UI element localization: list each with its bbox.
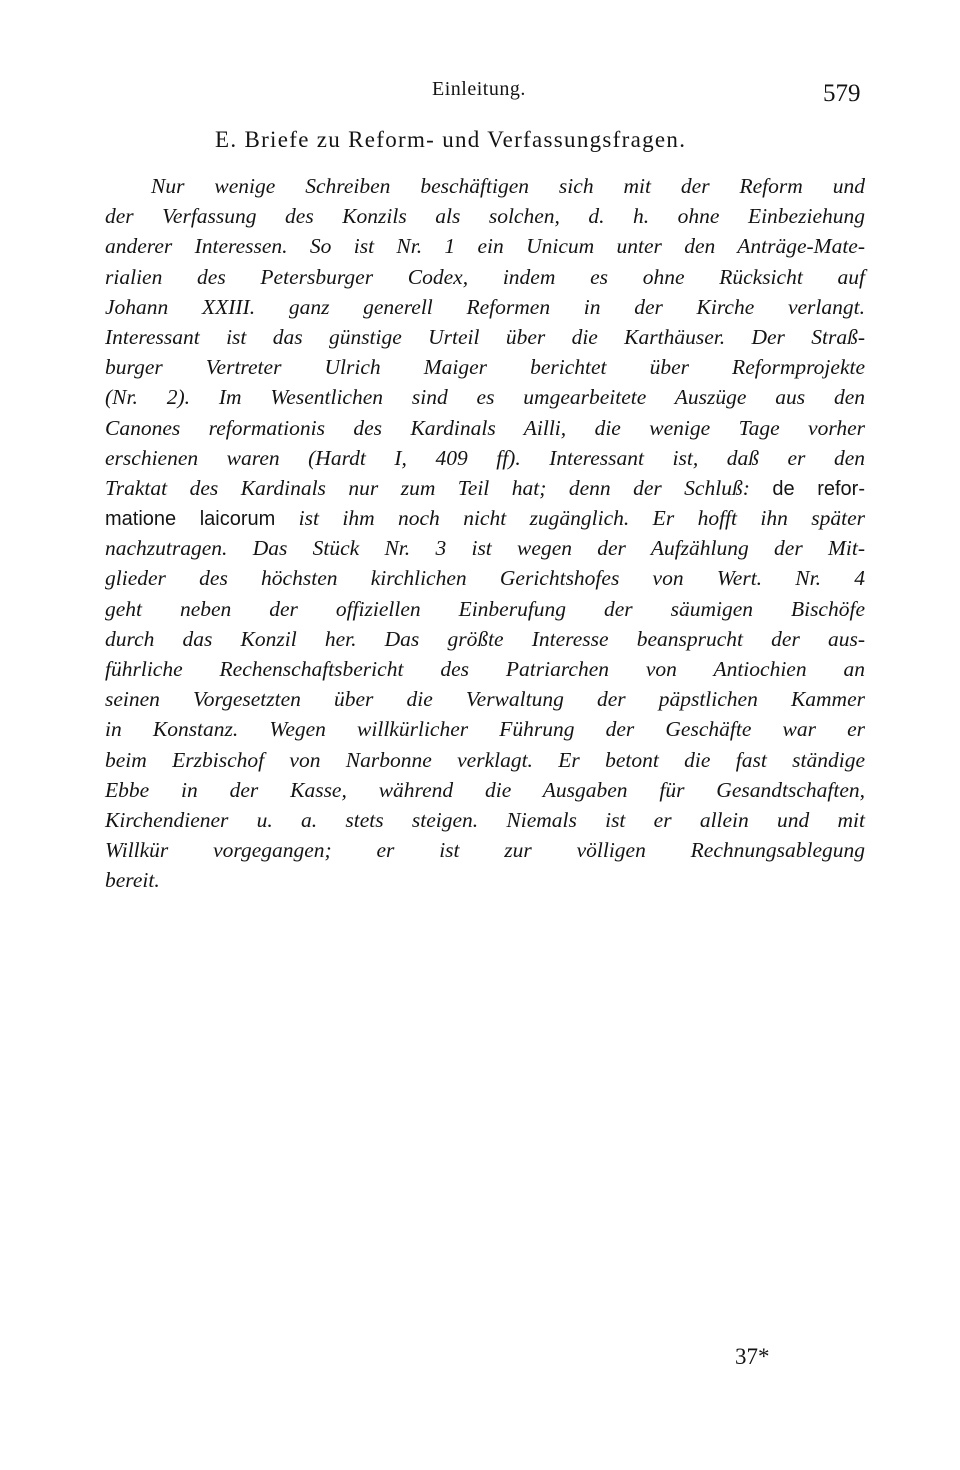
text-line: mationе laicorum ist ihm noch nicht zugänglich. Er hofft ihn später xyxy=(105,506,865,531)
text-line: Willkür vorgegangen; er ist zur völligen Rechnungsablegung xyxy=(105,838,865,863)
text-line: rialien des Petersburger Codex, indem es ohne Rücksicht auf xyxy=(105,264,865,289)
text-line: in Konstanz. Wegen willkürlicher Führung der Geschäfte war er xyxy=(105,717,865,742)
text-line: Kirchendiener u. a. stets steigen. Niemals ist er allein und mit xyxy=(105,807,865,832)
upright-title-text: de refor- xyxy=(772,477,865,500)
text-line: seinen Vorgesetzten über die Verwaltung der päpstlichen Kammer xyxy=(105,687,865,712)
upright-title-text: mationе laicorum xyxy=(105,508,276,531)
text-line: glieder des höchsten kirchlichen Gerichtshofes von Wert. Nr. 4 xyxy=(105,566,865,591)
text-line: der Verfassung des Konzils als solchen, d. h. ohne Einbeziehung xyxy=(105,204,865,229)
text-line: Canones reformationis des Kardinals Ailli, die wenige Tage vorher xyxy=(105,415,865,440)
text-line: Nur wenige Schreiben beschäftigen sich mit der Reform und xyxy=(151,174,865,198)
section-title: E. Briefe zu Reform- und Verfassungsfragen. xyxy=(215,127,687,152)
text-line: burger Vertreter Ulrich Maiger berichtet über Reformprojekte xyxy=(105,355,865,380)
text-line: beim Erzbischof von Narbonne verklagt. Er betont die fast ständige xyxy=(105,747,865,772)
text-line: Johann XXIII. ganz generell Reformen in der Kirche verlangt. xyxy=(105,294,865,319)
text-line: (Nr. 2). Im Wesentlichen sind es umgearbeitete Auszüge aus den xyxy=(105,385,865,410)
text-line: durch das Konzil her. Das größte Interesse beansprucht der aus- xyxy=(105,626,865,651)
text-line: Ebbe in der Kasse, während die Ausgaben für Gesandtschaften, xyxy=(105,777,865,802)
signature-mark: 37* xyxy=(735,1344,770,1369)
text-line: erschienen waren (Hardt I, 409 ff). Interessant ist, daß er den xyxy=(105,445,865,470)
text-line: geht neben der offiziellen Einberufung der säumigen Bischöfe xyxy=(105,596,865,621)
text-line: anderer Interessen. So ist Nr. 1 ein Unicum unter den Anträge-Mate- xyxy=(105,234,865,259)
text-line: bereit. xyxy=(105,868,160,893)
text-line: führliche Rechenschaftsbericht des Patriarchen von Antiochien an xyxy=(105,657,865,681)
body-paragraph xyxy=(105,171,865,896)
running-head: Einleitung. xyxy=(432,78,526,100)
text-line: Interessant ist das günstige Urteil über die Karthäuser. Der Straß- xyxy=(105,324,865,349)
text-line: Traktat des Kardinals nur zum Teil hat; denn der Schluß: de refor- xyxy=(105,475,865,500)
page-number: 579 xyxy=(823,80,861,107)
text-line: nachzutragen. Das Stück Nr. 3 ist wegen der Aufzählung der Mit- xyxy=(105,536,865,561)
